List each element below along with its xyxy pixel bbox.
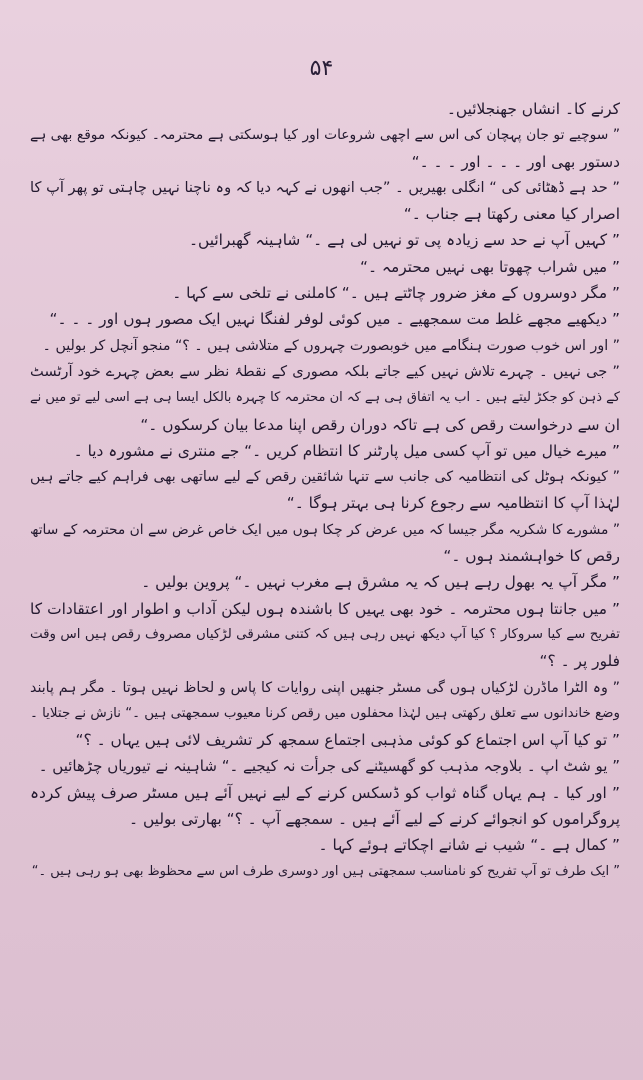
text-line: کے ذہن کو جکڑ لیتے ہیں ۔ اب یہ اتفاق ہی ہے کہ ان محترمہ کا چہرہ بالکل ایسا ہی ہے اسی لیے تو میں نے <box>30 390 620 406</box>
text-line: ان سے درخواست رقص کی ہے تاکہ دوران رقص اپنا مدعا بیان کرسکوں ۔“ <box>140 415 620 434</box>
text-line: ” اور اس خوب صورت ہنگامے میں خوبصورت چہروں کے متلاشی ہیں ۔ ؟“ منجو آنچل کر بولیں ۔ <box>42 337 620 354</box>
text-line: رقص کا خواہشمند ہوں ۔“ <box>443 547 620 566</box>
text-line: لہٰذا آپ کا انتظامیہ سے رجوع کرنا ہی بہتر ہوگا ۔“ <box>286 494 620 513</box>
text-line: پروگراموں کو انجوائے کرنے کے لیے آئے ہیں ۔ سمجھے آپ ۔ ؟“ بھارتی بولیں ۔ <box>129 810 620 829</box>
text-line: تفریح سے کیا سروکار ؟ کیا آپ دیکھ نہیں رہی ہیں کہ کتنی مشرقی لڑکیاں مصروف رقص ہیں اس وقت <box>30 626 620 642</box>
text-line: ” میرے خیال میں تو آپ کسی میل پارٹنر کا انتظام کریں ۔“ جے منتری نے مشورہ دیا ۔ <box>73 441 620 460</box>
text-line: ” اور کیا ۔ ہم یہاں گناہ ثواب کو ڈسکس کرنے کے لیے نہیں آئے ہیں مسٹر صرف پیش کردہ <box>30 783 620 802</box>
text-line: ” مگر آپ یہ بھول رہے ہیں کہ یہ مشرق ہے مغرب نہیں ۔“ پروین بولیں ۔ <box>141 573 620 592</box>
text-line: ” میں شراب چھوتا بھی نہیں محترمہ ۔“ <box>360 257 620 276</box>
text-line: ” مگر دوسروں کے مغز ضرور چاٹتے ہیں ۔“ کاملنی نے تلخی سے کہا ۔ <box>172 284 620 303</box>
text-line: ” ایک طرف تو آپ تفریح کو نامناسب سمجھتی ہیں اور دوسری طرف اس سے محظوظ بھی ہو رہی ہیں ۔“ <box>31 863 620 879</box>
text-line: اصرار کیا معنی رکھتا ہے جناب ۔“ <box>403 205 620 224</box>
page-number: ۵۴ <box>309 56 334 81</box>
text-line: ” کہیں آپ نے حد سے زیادہ پی تو نہیں لی ہے ۔“ شاہینہ گھبرائیں۔ <box>189 231 620 250</box>
text-line: وضع خاندانوں سے تعلق رکھتی ہیں لہٰذا محفلوں میں رقص کرنا معیوب سمجھتی ہیں ۔“ نازش نے جتلایا ۔ <box>30 705 620 721</box>
text-line: ” جی نہیں ۔ چہرے تلاش نہیں کیے جاتے بلکہ مصوری کے نقطۂ نظر سے بعض چہرے خود آرٹسٹ <box>30 362 620 380</box>
text-line: فلور پر ۔ ؟“ <box>539 652 620 671</box>
text-line: ” وہ الٹرا ماڈرن لڑکیاں ہوں گی مسٹر جنھیں اپنی روایات کا پاس و لحاظ نہیں ہوتا ۔ مگر ہم پابند <box>30 679 620 696</box>
text-line: ” کمال ہے ۔“ شیب نے شانے اچکاتے ہوئے کہا ۔ <box>318 836 620 855</box>
text-line: ” کیونکہ ہوٹل کی انتظامیہ کی جانب سے تنہا شائقین رقص کے لیے ساتھی بھی فراہم کیے جاتے ہیں <box>30 469 620 486</box>
text-line: ” مشورے کا شکریہ مگر جیسا کہ میں عرض کر چکا ہوں میں ایک خاص غرض سے ان محترمہ کے ساتھ <box>30 521 620 538</box>
text-line: ” دیکھیے مجھے غلط مت سمجھیے ۔ میں کوئی لوفر لفنگا نہیں ایک مصور ہوں اور ۔ ۔ ۔“ <box>49 310 620 329</box>
text-line: ” تو کیا آپ اس اجتماع کو کوئی مذہبی اجتماع سمجھ کر تشریف لائی ہیں یہاں ۔ ؟“ <box>75 731 620 750</box>
text-line: ” حد ہے ڈھٹائی کی “ انگلی بھیریں ۔ ”جب انھوں نے کہہ دیا کہ وہ ناچنا نہیں چاہتی تو پھر آپ کا <box>30 178 620 196</box>
text-line: ” میں جانتا ہوں محترمہ ۔ خود بھی یہیں کا باشندہ ہوں لیکن آداب و اطوار اور اعتقادات کا <box>30 599 620 618</box>
text-line: دستور بھی اور ۔ ۔ ۔ اور ۔ ۔ ۔“ <box>411 152 620 171</box>
text-line: کرنے کا۔ انشاں جھنجلائیں۔ <box>446 100 620 118</box>
urdu-body-text <box>30 96 620 1066</box>
text-line: ” سوچیے تو جان پہچان کی اس سے اچھی شروعات اور کیا ہوسکتی ہے محترمہ۔ کیونکہ موقع بھی ہے <box>30 127 620 144</box>
text-line: ” یو شٹ اپ ۔ بلاوجہ مذہب کو گھسیٹنے کی جرأت نہ کیجیے ۔“ شاہینہ نے تیوریاں چڑھائیں ۔ <box>38 757 620 776</box>
